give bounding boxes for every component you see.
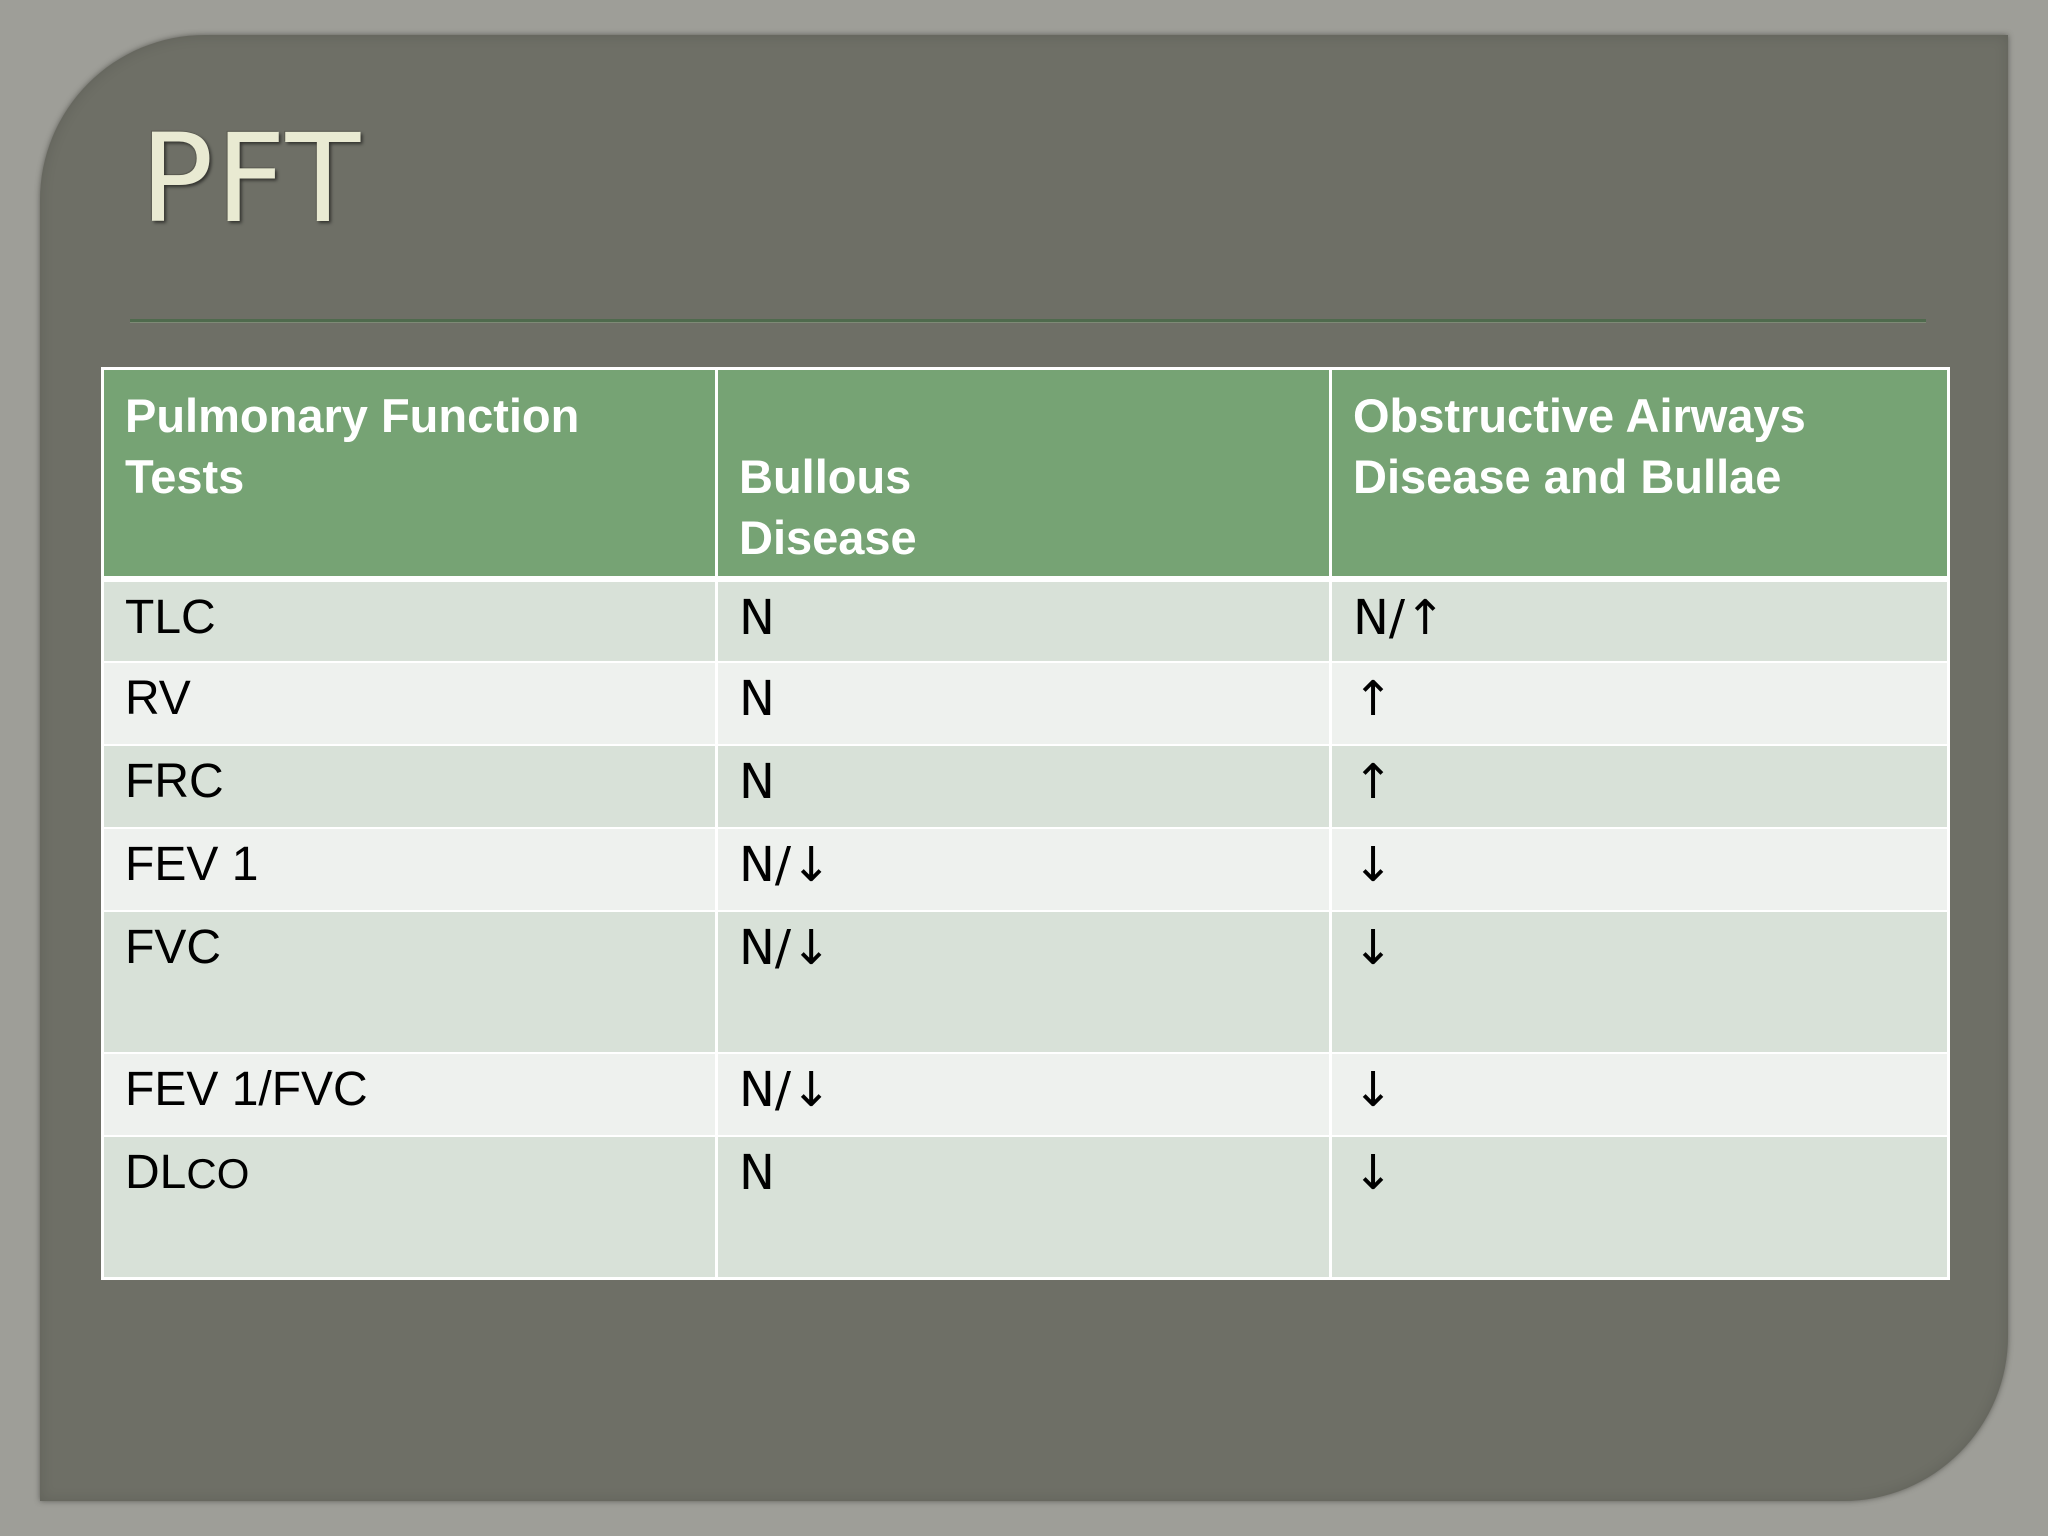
header-text-line: Bullous [739, 450, 912, 503]
obstructive-value-cell: ↓ [1331, 1053, 1949, 1136]
table-row [103, 828, 1949, 911]
header-text-line: Obstructive Airways [1353, 389, 1806, 442]
table-row [103, 1136, 1949, 1278]
bullous-value-cell: N/↓ [717, 828, 1331, 911]
table-header-row [103, 369, 1949, 580]
obstructive-value-cell: ↓ [1331, 1136, 1949, 1278]
bullous-value-cell: N [717, 579, 1331, 662]
title-divider [130, 319, 1926, 323]
pft-comparison-table [101, 367, 1950, 1280]
bullous-value-cell: N [717, 745, 1331, 828]
test-name-cell: FEV 1/FVC [103, 1053, 717, 1136]
test-name-cell: FEV 1 [103, 828, 717, 911]
header-pulmonary-function-tests [103, 369, 717, 580]
obstructive-value-cell: ↓ [1331, 911, 1949, 1053]
test-name-cell: TLC [103, 579, 717, 662]
table-row [103, 579, 1949, 662]
header-text-line: Disease and Bullae [1353, 450, 1782, 503]
test-name-cell: RV [103, 662, 717, 745]
header-obstructive-airways-disease [1331, 369, 1949, 580]
table-row [103, 662, 1949, 745]
table-row [103, 911, 1949, 1053]
obstructive-value-cell: ↓ [1331, 828, 1949, 911]
test-name-cell [103, 1136, 717, 1278]
header-bullous-disease [717, 369, 1331, 580]
test-name-cell: FRC [103, 745, 717, 828]
obstructive-value-cell: ↑ [1331, 662, 1949, 745]
obstructive-value-cell: N/↑ [1331, 579, 1949, 662]
header-text-line: Pulmonary Function [125, 389, 580, 442]
bullous-value-cell: N [717, 662, 1331, 745]
bullous-value-cell: N [717, 1136, 1331, 1278]
test-name-main: DL [125, 1146, 187, 1199]
bullous-value-cell: N/↓ [717, 1053, 1331, 1136]
obstructive-value-cell: ↑ [1331, 745, 1949, 828]
header-text-line: Tests [125, 450, 245, 503]
table-row [103, 1053, 1949, 1136]
slide-title: PFT [140, 108, 363, 250]
header-text-line: Disease [739, 511, 917, 564]
table-row [103, 745, 1949, 828]
test-name-cell: FVC [103, 911, 717, 1053]
bullous-value-cell: N/↓ [717, 911, 1331, 1053]
test-name-subscript: CO [186, 1150, 250, 1197]
